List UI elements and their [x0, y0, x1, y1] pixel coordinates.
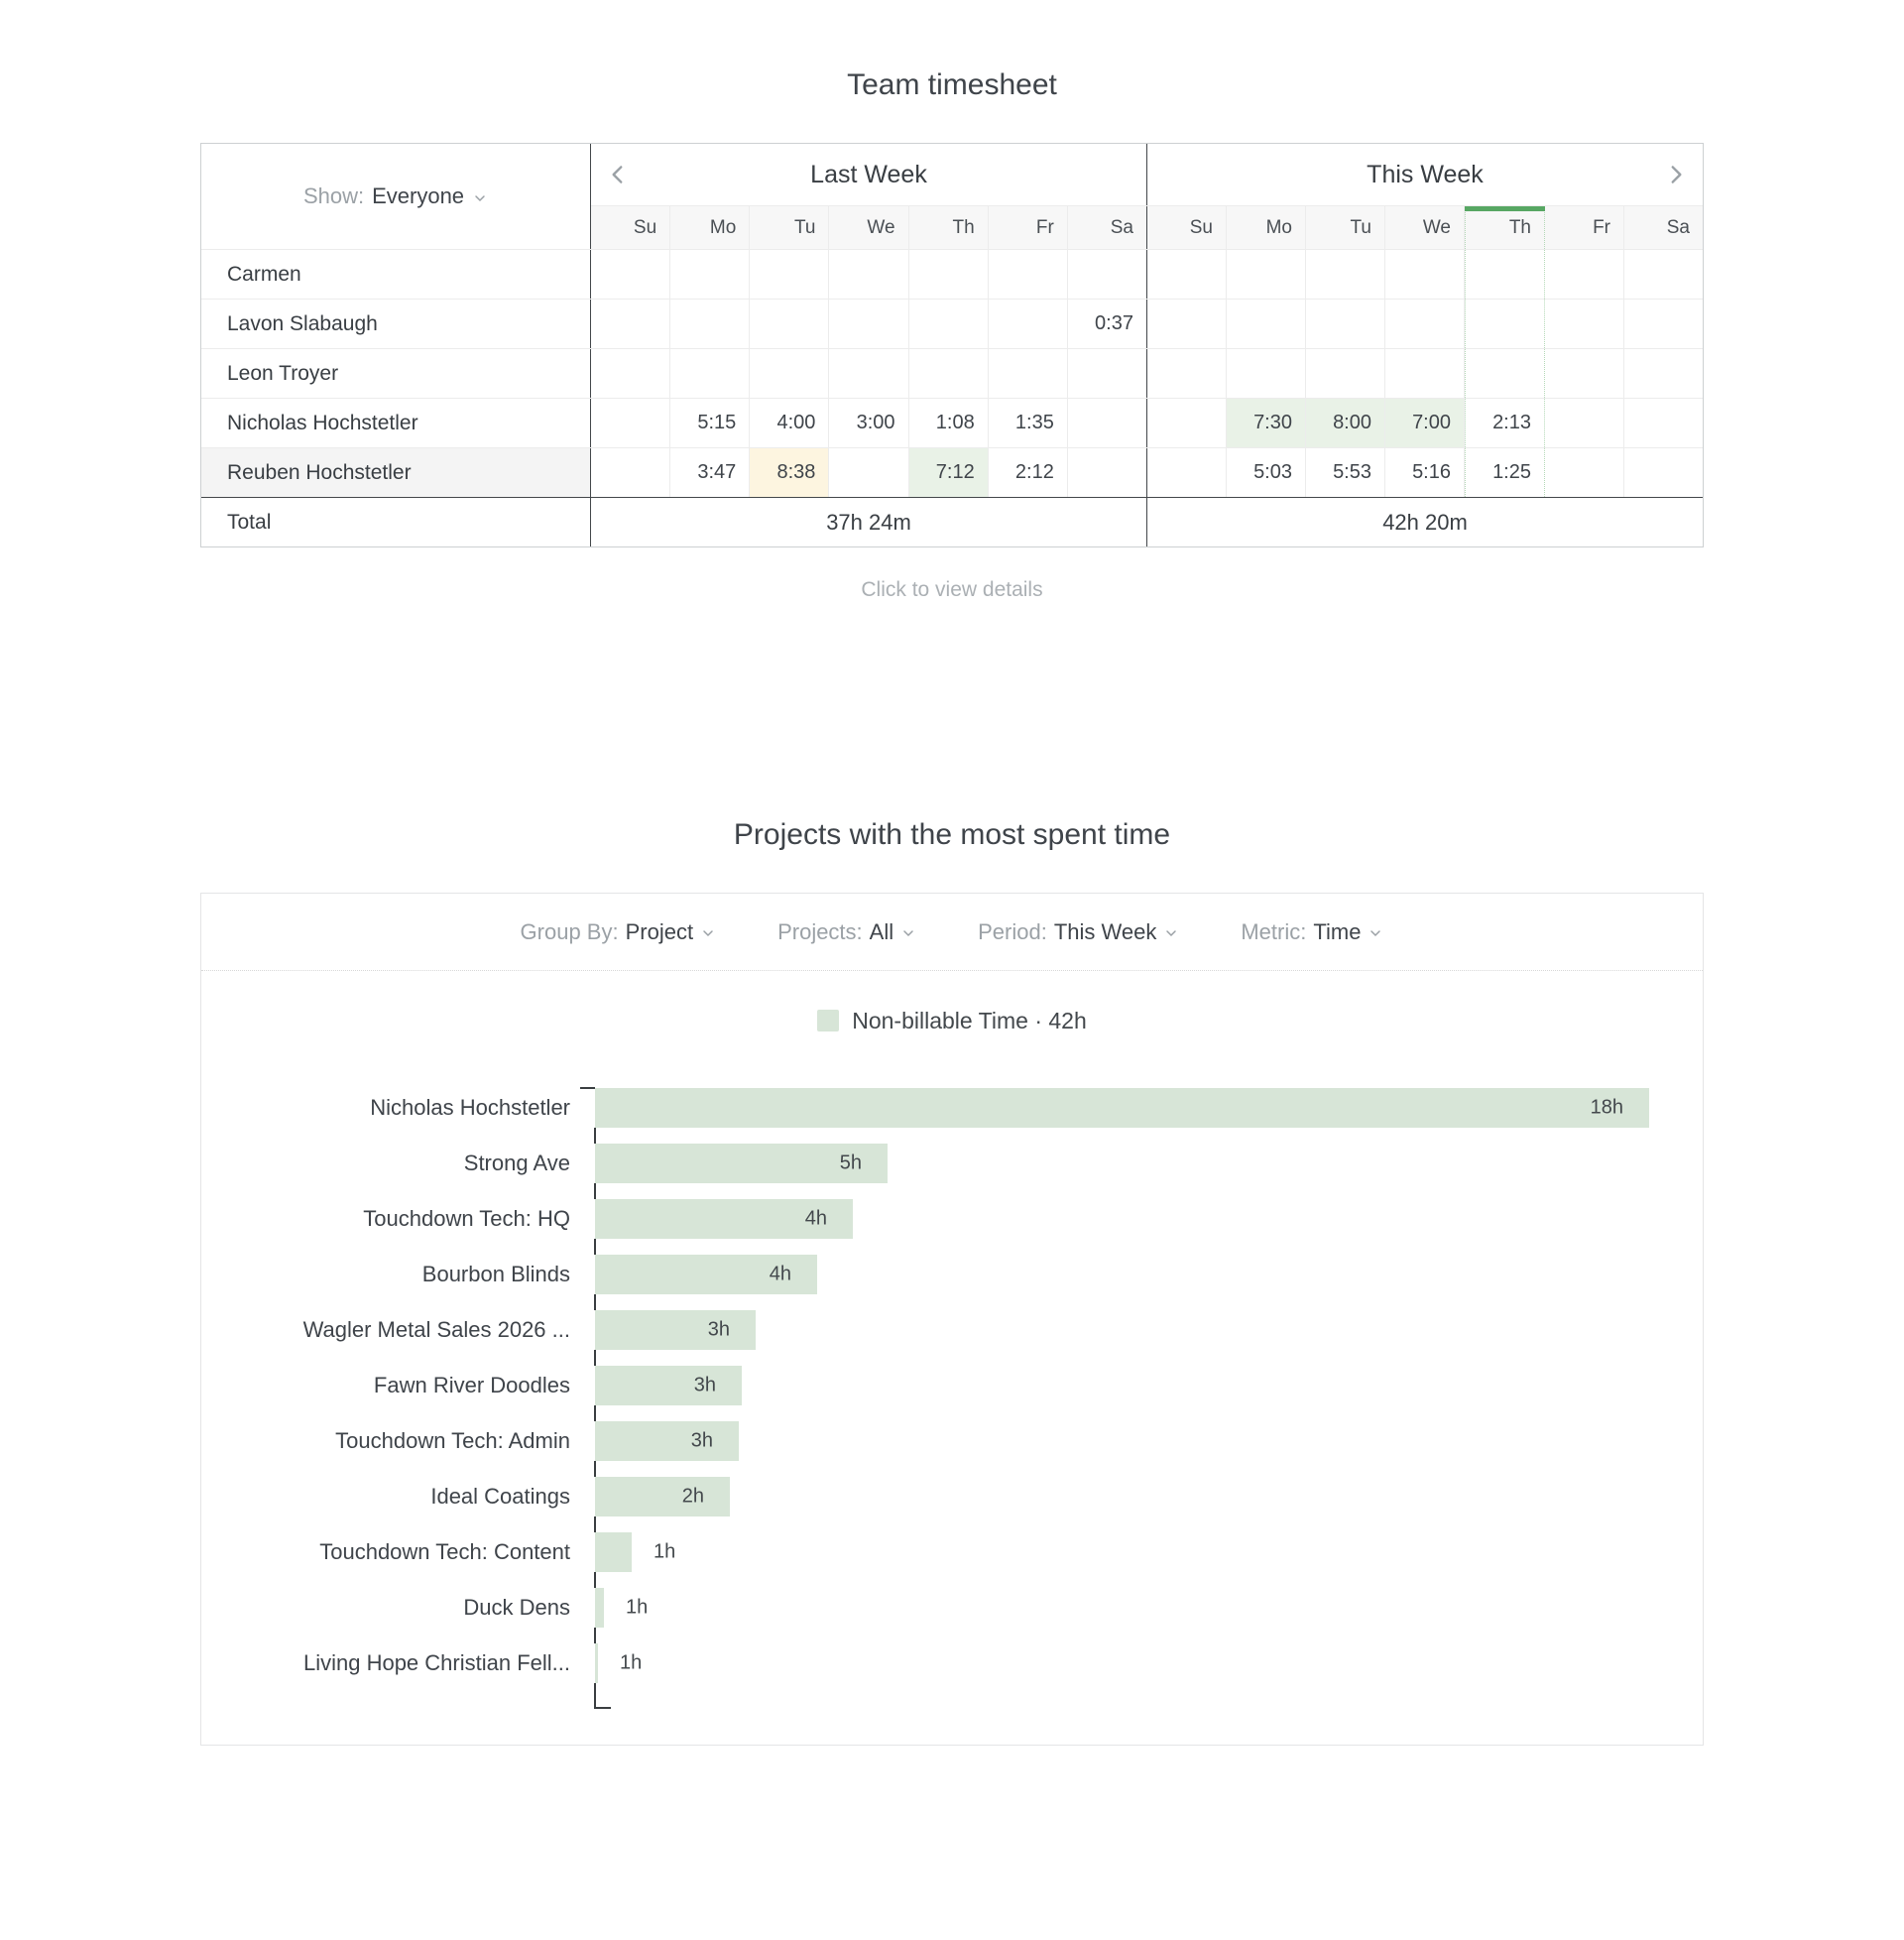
chevron-down-icon [1163, 925, 1179, 941]
member-name[interactable]: Nicholas Hochstetler [201, 399, 591, 447]
metric-value: Time [1313, 918, 1362, 944]
chart-legend [201, 1007, 1703, 1034]
axis-tick [594, 1461, 596, 1477]
bar-value-label: 1h [654, 1540, 676, 1563]
timesheet-cell[interactable]: 5:15 [670, 399, 750, 447]
day-header-su: Su [1147, 206, 1227, 249]
details-hint: Click to view details [861, 578, 1043, 601]
bar-area [595, 1477, 1703, 1516]
last-week-total: 37h 24m [826, 509, 911, 535]
bar-category-label: Touchdown Tech: Admin [335, 1428, 570, 1453]
last-week-cells [591, 250, 1146, 299]
chevron-down-icon [900, 925, 916, 941]
bar-value-label: 4h [804, 1207, 827, 1230]
timesheet-cell[interactable]: 8:00 [1306, 399, 1385, 447]
day-header-we: We [1385, 206, 1465, 249]
bar-category-label: Touchdown Tech: Content [319, 1539, 570, 1564]
timesheet-cell[interactable] [670, 349, 750, 398]
axis-corner-horizontal [595, 1707, 611, 1709]
bar[interactable] [595, 1643, 598, 1683]
bar[interactable] [595, 1421, 739, 1461]
bar-area [595, 1421, 1703, 1461]
bar-area [595, 1643, 1703, 1683]
show-filter-label: Show: [302, 183, 365, 208]
timesheet-cell[interactable] [591, 399, 670, 447]
last-week-cells [591, 399, 1146, 447]
timesheet-cell[interactable] [1147, 399, 1227, 447]
chevron-down-icon [1368, 925, 1383, 941]
bar-area [595, 1199, 1703, 1239]
day-header-fr: Fr [1545, 206, 1624, 249]
bar-category-label: Wagler Metal Sales 2026 ... [302, 1317, 570, 1342]
total-label: Total [201, 498, 591, 546]
last-week-cells [591, 300, 1146, 348]
chart-filter-bar [201, 894, 1703, 971]
show-filter[interactable] [201, 144, 591, 249]
timesheet-cell[interactable] [670, 250, 750, 299]
day-header-mo: Mo [670, 206, 750, 249]
timesheet-cell[interactable] [1147, 250, 1227, 299]
timesheet-cell[interactable] [1068, 349, 1146, 398]
member-name[interactable]: Lavon Slabaugh [201, 300, 591, 348]
bar-category-label: Fawn River Doodles [373, 1373, 570, 1397]
timesheet-cell[interactable] [1068, 399, 1146, 447]
axis-tick [594, 1405, 596, 1421]
last-week-label: Last Week [810, 160, 927, 188]
last-week-cells [591, 448, 1146, 497]
timesheet-cell[interactable]: 5:03 [1227, 448, 1306, 497]
member-name[interactable]: Reuben Hochstetler [201, 448, 591, 497]
timesheet-cell[interactable] [1385, 300, 1465, 348]
chart-row [201, 1524, 1703, 1580]
timesheet-cell[interactable] [989, 250, 1068, 299]
timesheet-cell[interactable] [1227, 250, 1306, 299]
timesheet-cell[interactable] [591, 448, 670, 497]
day-header-mo: Mo [1227, 206, 1306, 249]
axis-tick [594, 1128, 596, 1144]
timesheet-cell[interactable]: 1:35 [989, 399, 1068, 447]
projects-label: Projects: [777, 918, 863, 944]
metric-filter[interactable] [1241, 919, 1383, 945]
timesheet-cell[interactable] [1624, 399, 1703, 447]
bar-value-label: 2h [681, 1485, 704, 1508]
timesheet-cell[interactable]: 5:16 [1385, 448, 1465, 497]
bar-category-label: Bourbon Blinds [421, 1262, 570, 1286]
bar-category-label: Nicholas Hochstetler [370, 1095, 570, 1120]
timesheet-cell[interactable]: 7:30 [1227, 399, 1306, 447]
show-filter-value: Everyone [372, 183, 465, 208]
bar-value-label: 1h [620, 1651, 643, 1674]
chart-row [201, 1080, 1703, 1136]
period-value: This Week [1053, 918, 1157, 944]
timesheet-cell[interactable] [591, 349, 670, 398]
timesheet-cell[interactable]: 7:00 [1385, 399, 1465, 447]
chart-row [201, 1580, 1703, 1636]
chart-row [201, 1136, 1703, 1191]
timesheet-cell[interactable] [909, 250, 989, 299]
timesheet-cell[interactable] [1227, 349, 1306, 398]
timesheet-cell[interactable] [1465, 300, 1545, 348]
this-week-day-headers [1146, 206, 1703, 249]
bar[interactable] [595, 1532, 632, 1572]
day-header-sa: Sa [1666, 216, 1690, 238]
bar-chart [201, 1080, 1703, 1721]
timesheet-cell[interactable] [1545, 399, 1624, 447]
bar[interactable] [595, 1588, 604, 1628]
bar-area [595, 1532, 1703, 1572]
chart-row [201, 1358, 1703, 1413]
metric-label: Metric: [1241, 918, 1307, 944]
chart-row [201, 1636, 1703, 1691]
day-header-th: Th [1465, 206, 1545, 249]
timesheet-cell[interactable] [591, 250, 670, 299]
timesheet-cell[interactable]: 0:37 [1095, 312, 1133, 334]
day-header-th: Th [909, 206, 989, 249]
last-week-cells [591, 349, 1146, 398]
member-name[interactable]: Carmen [201, 250, 591, 299]
chart-row [201, 1302, 1703, 1358]
bar-value-label: 1h [626, 1596, 649, 1619]
bar-category-label: Touchdown Tech: HQ [363, 1206, 570, 1231]
timesheet-cell[interactable]: 3:47 [670, 448, 750, 497]
bar[interactable] [595, 1255, 817, 1294]
group-by-filter[interactable] [521, 919, 717, 945]
bar-area [595, 1366, 1703, 1405]
member-row[interactable] [201, 249, 1703, 299]
timesheet-cell[interactable] [829, 250, 908, 299]
axis-tick [594, 1239, 596, 1255]
bar-area [595, 1255, 1703, 1294]
timesheet-cell[interactable] [989, 349, 1068, 398]
timesheet-cell[interactable] [750, 250, 829, 299]
timesheet-cell[interactable] [1147, 448, 1227, 497]
chart-row [201, 1413, 1703, 1469]
timesheet-cell[interactable]: 8:38 [750, 448, 829, 497]
bar-value-label: 5h [839, 1152, 862, 1174]
timesheet-title: Team timesheet [847, 68, 1057, 101]
timesheet-cell[interactable] [1306, 300, 1385, 348]
projects-value: All [869, 918, 894, 944]
bar-category-label: Ideal Coatings [430, 1484, 570, 1509]
team-timesheet-table[interactable] [200, 143, 1704, 547]
weeks-header [591, 144, 1703, 249]
bar-category-label: Living Hope Christian Fell... [302, 1650, 570, 1675]
day-header-su: Su [591, 206, 670, 249]
chart-title: Projects with the most spent time [733, 818, 1171, 851]
timesheet-cell[interactable] [1385, 250, 1465, 299]
day-header-sa: Sa [1110, 216, 1133, 238]
timesheet-cell[interactable]: 2:12 [989, 448, 1068, 497]
axis-top-tick [580, 1087, 595, 1089]
member-name[interactable]: Leon Troyer [201, 349, 591, 398]
axis-tick [594, 1294, 596, 1310]
timesheet-cell[interactable]: 1:08 [909, 399, 989, 447]
group-by-label: Group By: [520, 918, 619, 944]
bar-value-label: 3h [693, 1374, 716, 1396]
timesheet-cell[interactable] [1545, 448, 1624, 497]
day-header-we: We [829, 206, 908, 249]
last-week-header [591, 144, 1146, 205]
timesheet-cell[interactable] [1545, 300, 1624, 348]
timesheet-cell[interactable] [1068, 250, 1146, 299]
member-row[interactable] [201, 398, 1703, 447]
timesheet-cell[interactable] [1306, 250, 1385, 299]
total-row [201, 497, 1703, 546]
bar-category-label: Duck Dens [463, 1595, 570, 1620]
axis-tick [594, 1183, 596, 1199]
axis-tick [594, 1516, 596, 1532]
timesheet-cell[interactable] [591, 300, 670, 348]
this-week-cells [1146, 300, 1703, 348]
bar[interactable] [595, 1366, 742, 1405]
bar-value-label: 3h [690, 1429, 713, 1452]
axis-tick [594, 1628, 596, 1643]
timesheet-cell[interactable] [1068, 448, 1146, 497]
bar-area [595, 1144, 1703, 1183]
bar-area [595, 1588, 1703, 1628]
bar-value-label: 18h [1590, 1096, 1623, 1119]
timesheet-cell[interactable] [1465, 250, 1545, 299]
legend-label: Non-billable Time · 42h [852, 1007, 1087, 1033]
this-week-header [1146, 144, 1703, 205]
chart-row [201, 1191, 1703, 1247]
last-week-day-headers [591, 206, 1146, 249]
timesheet-cell[interactable]: 4:00 [750, 399, 829, 447]
timesheet-cell[interactable] [1545, 349, 1624, 398]
this-week-label: This Week [1367, 160, 1484, 188]
timesheet-cell[interactable] [1465, 349, 1545, 398]
chart-rows [201, 1080, 1703, 1691]
member-row[interactable] [201, 299, 1703, 348]
timesheet-cell[interactable] [1624, 349, 1703, 398]
bar-value-label: 4h [769, 1263, 791, 1285]
timesheet-cell[interactable] [1624, 448, 1703, 497]
axis-tick [594, 1572, 596, 1588]
bar[interactable] [595, 1144, 888, 1183]
bar[interactable] [595, 1477, 730, 1516]
timesheet-cell[interactable]: 7:12 [909, 448, 989, 497]
member-row[interactable] [201, 447, 1703, 497]
member-row[interactable] [201, 348, 1703, 398]
timesheet-cell[interactable] [989, 300, 1068, 348]
group-by-value: Project [625, 918, 694, 944]
bar[interactable] [595, 1088, 1649, 1128]
bar[interactable] [595, 1199, 853, 1239]
chart-axis-foot [201, 1691, 1703, 1721]
member-rows [201, 249, 1703, 497]
day-header-tu: Tu [1306, 206, 1385, 249]
today-indicator [1465, 206, 1545, 211]
timesheet-cell[interactable]: 1:25 [1465, 448, 1545, 497]
period-filter[interactable] [978, 919, 1179, 945]
prev-week-icon[interactable] [605, 162, 631, 187]
period-label: Period: [978, 918, 1047, 944]
timesheet-cell[interactable] [1624, 300, 1703, 348]
this-week-total: 42h 20m [1382, 509, 1468, 535]
chart-row [201, 1247, 1703, 1302]
this-week-cells [1146, 349, 1703, 398]
axis-corner-vertical [594, 1683, 596, 1709]
timesheet-cell[interactable] [909, 300, 989, 348]
timesheet-cell[interactable] [1147, 349, 1227, 398]
timesheet-cell[interactable] [1624, 250, 1703, 299]
timesheet-cell[interactable] [1306, 349, 1385, 398]
day-header-fr: Fr [989, 206, 1068, 249]
timesheet-cell[interactable] [1227, 300, 1306, 348]
timesheet-cell[interactable] [750, 349, 829, 398]
this-week-cells [1146, 399, 1703, 447]
timesheet-cell[interactable] [829, 300, 908, 348]
legend-swatch [817, 1010, 839, 1031]
timesheet-cell[interactable] [670, 300, 750, 348]
next-week-icon[interactable] [1663, 162, 1689, 187]
bar-area [595, 1310, 1703, 1350]
day-header-row [591, 205, 1703, 249]
timesheet-cell[interactable] [829, 448, 908, 497]
projects-filter[interactable] [777, 919, 916, 945]
bar[interactable] [595, 1310, 756, 1350]
chevron-down-icon [700, 925, 716, 941]
timesheet-cell[interactable] [1147, 300, 1227, 348]
this-week-cells [1146, 448, 1703, 497]
timesheet-cell[interactable]: 3:00 [829, 399, 908, 447]
timesheet-cell[interactable] [1385, 349, 1465, 398]
bar-category-label: Strong Ave [463, 1151, 570, 1175]
projects-chart-card [200, 893, 1704, 1746]
chart-row [201, 1469, 1703, 1524]
timesheet-cell[interactable] [750, 300, 829, 348]
timesheet-cell[interactable]: 2:13 [1465, 399, 1545, 447]
chevron-down-icon [472, 190, 488, 206]
timesheet-cell[interactable] [829, 349, 908, 398]
this-week-cells [1146, 250, 1703, 299]
axis-tick [594, 1350, 596, 1366]
bar-value-label: 3h [707, 1318, 730, 1341]
bar-area [595, 1088, 1703, 1128]
timesheet-cell[interactable]: 5:53 [1306, 448, 1385, 497]
timesheet-cell[interactable] [909, 349, 989, 398]
timesheet-header [201, 144, 1703, 249]
timesheet-cell[interactable] [1545, 250, 1624, 299]
day-header-tu: Tu [750, 206, 829, 249]
